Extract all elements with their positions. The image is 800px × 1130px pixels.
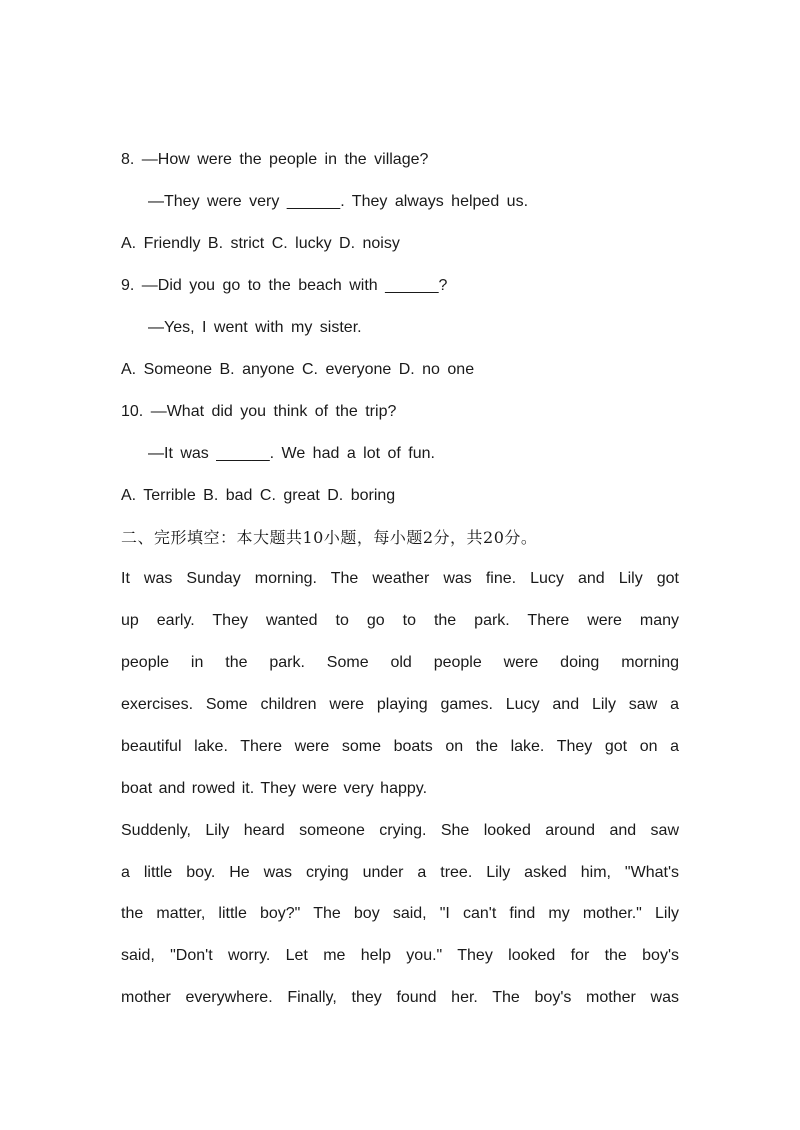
passage-line: said, "Don't worry. Let me help you." They looked for the boy's [121, 947, 679, 964]
passage-line: boat and rowed it. They were very happy. [121, 780, 428, 797]
question-9-stem: 9. —Did you go to the beach with ______? [121, 277, 448, 294]
passage-line: up early. They wanted to go to the park. There were many [121, 612, 679, 629]
question-9-reply: —Yes, I went with my sister. [148, 319, 362, 336]
passage-line: beautiful lake. There were some boats on the lake. They got on a [121, 738, 679, 755]
passage-line: mother everywhere. Finally, they found her. The boy's mother was [121, 989, 679, 1006]
question-10-stem: 10. —What did you think of the trip? [121, 403, 397, 420]
passage-line: the matter, little boy?" The boy said, "I can't find my mother." Lily [121, 905, 679, 922]
passage-line: people in the park. Some old people were doing morning [121, 654, 679, 671]
question-10-reply: —It was ______. We had a lot of fun. [148, 445, 435, 462]
passage-line: Suddenly, Lily heard someone crying. She looked around and saw [121, 822, 679, 839]
question-8-reply: —They were very ______. They always helped us. [148, 193, 529, 210]
passage-line: a little boy. He was crying under a tree. Lily asked him, "What's [121, 864, 679, 881]
question-9-options: A. Someone B. anyone C. everyone D. no one [121, 361, 475, 378]
section-heading: 二、完形填空：本大题共10小题，每小题2分，共20分。 [121, 528, 538, 547]
passage-line: It was Sunday morning. The weather was fine. Lucy and Lily got [121, 570, 679, 587]
question-8-stem: 8. —How were the people in the village? [121, 151, 429, 168]
question-10-options: A. Terrible B. bad C. great D. boring [121, 487, 396, 504]
question-8-options: A. Friendly B. strict C. lucky D. noisy [121, 235, 400, 252]
passage-line: exercises. Some children were playing games. Lucy and Lily saw a [121, 696, 679, 713]
